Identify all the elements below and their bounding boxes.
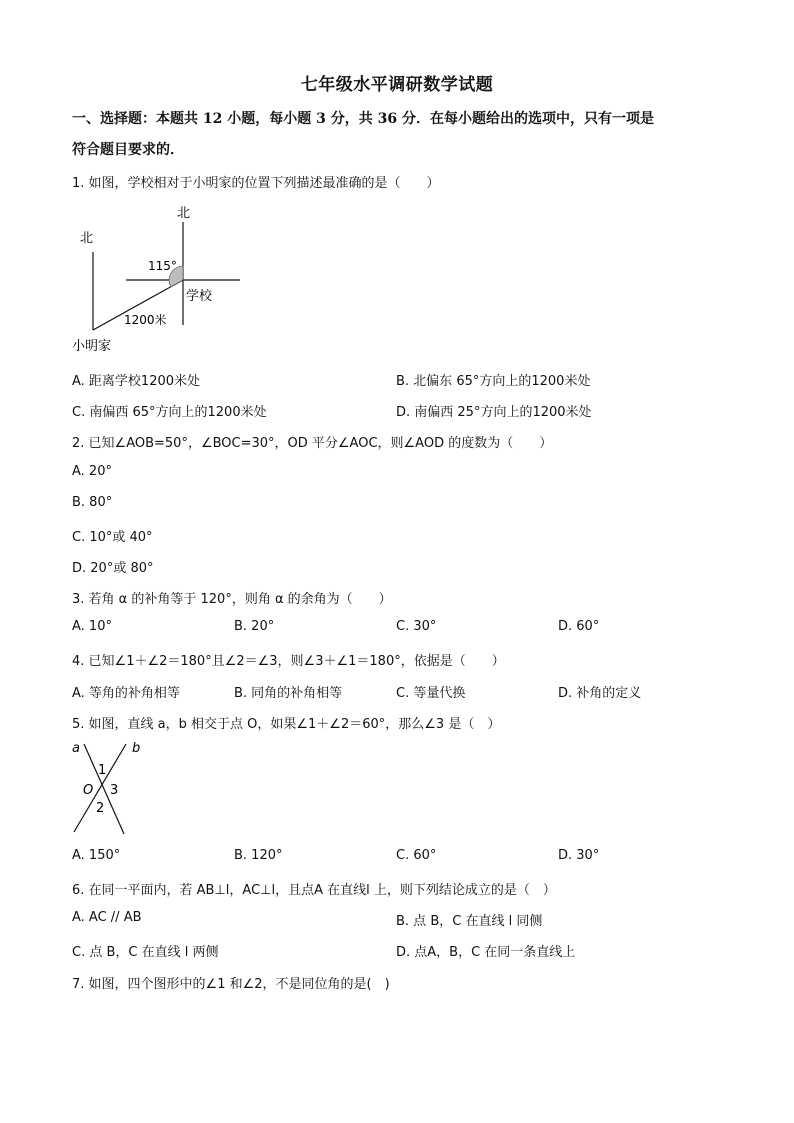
section-header-line2: 符合题目要求的． (72, 142, 184, 158)
fig5-label-a: a (72, 741, 80, 756)
q3-option-b: B. 20° (234, 619, 275, 634)
q4-option-a: A. 等角的补角相等 (72, 686, 180, 701)
q1-option-a: A. 距离学校1200米处 (72, 374, 201, 389)
fig1-north-right: 北 (177, 206, 191, 221)
fig5-label-2: 2 (96, 801, 105, 816)
q1-option-c: C. 南偏西 65°方向上的1200米处 (72, 405, 267, 420)
q1-option-d: D. 南偏西 25°方向上的1200米处 (396, 405, 592, 420)
question-6-stem: 6. 在同一平面内，若 AB⊥l，AC⊥l，且点A 在直线l 上，则下列结论成立的是（ ） (72, 883, 556, 898)
q6-option-d: D. 点A，B，C 在同一条直线上 (396, 945, 576, 960)
q6-option-b: B. 点 B，C 在直线 l 同侧 (396, 914, 543, 929)
q2-option-d: D. 20°或 80° (72, 561, 154, 576)
question-5-figure (70, 736, 150, 838)
q5-option-b: B. 120° (234, 848, 283, 863)
question-3-stem: 3. 若角 α 的补角等于 120°，则角 α 的余角为（ ） (72, 592, 392, 607)
fig1-distance-label: 1200米 (124, 313, 167, 327)
q2-option-a: A. 20° (72, 464, 112, 479)
fig5-label-3: 3 (110, 783, 119, 798)
fig5-label-b: b (132, 741, 141, 756)
q5-option-a: A. 150° (72, 848, 121, 863)
fig5-label-o: O (83, 783, 94, 798)
q3-option-a: A. 10° (72, 619, 112, 634)
fig5-label-1: 1 (98, 763, 107, 778)
fig1-angle-label: 115° (148, 259, 177, 273)
q6-option-c: C. 点 B，C 在直线 l 两侧 (72, 945, 219, 960)
q4-option-d: D. 补角的定义 (558, 686, 642, 701)
question-2-stem: 2. 已知∠AOB=50°，∠BOC=30°，OD 平分∠AOC，则∠AOD 的度数为（ ） (72, 436, 553, 451)
question-1-stem: 1. 如图，学校相对于小明家的位置下列描述最准确的是（ ） (72, 176, 440, 191)
q3-option-d: D. 60° (558, 619, 600, 634)
q1-option-b: B. 北偏东 65°方向上的1200米处 (396, 374, 591, 389)
q5-option-c: C. 60° (396, 848, 437, 863)
q2-option-b: B. 80° (72, 495, 113, 510)
section-header-line1: 一、选择题：本题共 12 小题，每小题 3 分，共 36 分．在每小题给出的选项中，只有一项是 (72, 111, 654, 127)
fig1-north-left: 北 (80, 231, 94, 246)
q5-option-d: D. 30° (558, 848, 600, 863)
question-4-stem: 4. 已知∠1＋∠2＝180°且∠2＝∠3，则∠3＋∠1＝180°，依据是（ ） (72, 654, 505, 669)
page-title: 七年级水平调研数学试题 (300, 75, 494, 95)
q3-option-c: C. 30° (396, 619, 437, 634)
question-5-stem: 5. 如图，直线 a，b 相交于点 O，如果∠1＋∠2＝60°，那么∠3 是（ ） (72, 717, 501, 732)
question-1-figure (72, 200, 252, 360)
q4-option-c: C. 等量代换 (396, 686, 466, 701)
fig1-home-label: 小明家 (72, 339, 112, 354)
question-7-stem: 7. 如图，四个图形中的∠1 和∠2，不是同位角的是( ) (72, 977, 390, 992)
fig1-school-label: 学校 (186, 289, 213, 304)
q4-option-b: B. 同角的补角相等 (234, 686, 343, 701)
q6-option-a: A. AC // AB (72, 910, 142, 925)
q2-option-c: C. 10°或 40° (72, 530, 153, 545)
